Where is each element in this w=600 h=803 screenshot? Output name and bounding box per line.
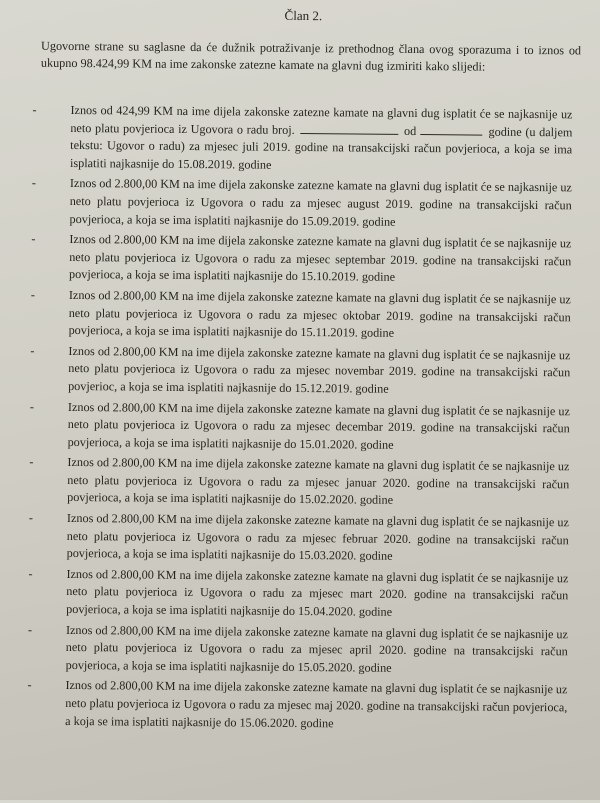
blank-contract-number (300, 122, 398, 135)
list-item (31, 231, 571, 288)
item-text: od (403, 123, 417, 138)
bullet-dash: - (31, 176, 37, 191)
bullet-dash: - (29, 399, 35, 414)
item-text: godine (u daljem tekstu: Ugovor o radu) za mjesec juli 2019. godine na transakcijski račun povjerioca, a koja se ima isplatiti najkasnije do 15.08.2019. godine (70, 124, 573, 172)
intro-paragraph: Ugovorne strane su saglasne da će dužnik potraživanje iz prethodnog člana ovog sporazuma i to iznos od ukupno 98.424,99 KM na ime zakonske zatezne kamate na glavni dug izmiriti kako slijedi: (40, 38, 582, 74)
bullet-dash: - (31, 231, 36, 246)
bullet-dash: - (28, 566, 33, 581)
bullet-dash: - (30, 343, 35, 358)
item-text: Iznos od 2.800,00 KM na ime dijela zakonske zatezne kamate na glavni dug isplatit će se najkasnije uz neto platu povjerioca iz Ugovora o radu za mjesec august 2019. godine na transakcijski račun povjerioca, a koja se ima isplatiti najkasnije do 15.09.2019. godine (69, 176, 572, 229)
bullet-dash: - (27, 622, 33, 637)
bullet-dash: - (30, 287, 36, 302)
bullet-dash: - (32, 102, 37, 117)
item-text: Iznos od 2.800,00 KM na ime dijela zakonske zatezne kamate na glavni dug isplatit će se najkasnije uz neto platu povjerioca iz Ugovora o radu za mjesec januar 2020. godine na transakcijski račun povjerioca, a koja se ima isplatiti najkasnije do 15.02.2020. godine (67, 455, 570, 508)
item-text: Iznos od 424,99 KM na ime dijela zakonske zatezne kamate na glavni dug isplatit će se najkasnije uz neto platu povjerioca iz Ugovora o radu broj. (70, 102, 573, 137)
bullet-dash: - (28, 510, 34, 525)
list-item (27, 677, 567, 734)
item-text: Iznos od 2.800,00 KM na ime dijela zakonske zatezne kamate na glavni dug isplatit će se najkasnije uz neto platu povjerioca iz Ugovora o radu za mjesec decembar 2019. godine na transakcijski račun povjerioca, a koja se ima isplatiti najkasnije do 15.01.2020. godine (67, 399, 570, 452)
article-title: Član 2. (284, 7, 323, 24)
item-text: Iznos od 2.800,00 KM na ime dijela zakonske zatezne kamate na glavni dug isplatit će se najkasnije uz neto platu povjerioca iz Ugovora o radu za mjesec mart 2020. godine na transakcijski račun povjerioca, a koja se ima isplatiti najkasnije do 15.04.2020. godine (66, 566, 569, 619)
bullet-dash: - (29, 454, 34, 469)
bullet-dash: - (27, 678, 32, 693)
list-item (31, 175, 571, 232)
list-item (31, 287, 571, 344)
list-item (29, 510, 569, 567)
list-item (28, 621, 568, 678)
item-text: Iznos od 2.800,00 KM na ime dijela zakonske zatezne kamate na glavni dug isplatit će se najkasnije uz neto platu povjerioca iz Ugovora o radu za mjesec septembar 2019. godine na transakcijski račun povjerioca, a koja se ima isplatiti najkasnije do 15.10.2019. godine (69, 232, 572, 285)
list-item (32, 102, 573, 177)
item-text: Iznos od 2.800,00 KM na ime dijela zakonske zatezne kamate na glavni dug isplatit će se najkasnije uz neto platu povjerioca iz Ugovora o radu za mjesec oktobar 2019. godine na transakcijski račun povjerioca, a koja se ima isplatiti najkasnije do 15.11.2019. godine (68, 287, 571, 340)
list-item (30, 342, 570, 399)
blank-contract-date (420, 123, 482, 136)
item-text: Iznos od 2.800,00 KM na ime dijela zakonske zatezne kamate na glavni dug isplatit će se najkasnije uz neto platu povjerioca iz Ugovora o radu za mjesec februar 2020. godine na transakcijski račun povjerioca, a koja se ima isplatiti najkasnije do 15.03.2020. godine (66, 511, 570, 564)
installment-list (27, 102, 572, 738)
list-item (28, 565, 568, 622)
list-item (30, 398, 570, 455)
item-text: Iznos od 2.800,00 KM na ime dijela zakonske zatezne kamate na glavni dug isplatit će se najkasnije uz neto platu povjerioca iz Ugovora o radu za mjesec april 2020. godine na transakcijski račun povjerioca, a koja se ima isplatiti najkasnije do 15.05.2020. godine (65, 622, 569, 675)
item-text: Iznos od 2.800,00 KM na ime dijela zakonske zatezne kamate na glavni dug isplatit će se najkasnije uz neto platu povjerioca iz Ugovora o radu za mjesec maj 2020. godine na transakcijski račun povjerioca, a koja se ima isplatiti najkasnije do 15.06.2020. godine (65, 678, 568, 730)
list-item (29, 454, 569, 511)
item-text: Iznos od 2.800,00 KM na ime dijela zakonske zatezne kamate na glavni dug isplatit će se najkasnije uz neto platu povjerioca iz Ugovora o radu za mjesec novembar 2019. godine na transakcijski račun povjerioc, a koja se ima isplatiti najkasnije do 15.12.2019. godine (68, 343, 571, 396)
